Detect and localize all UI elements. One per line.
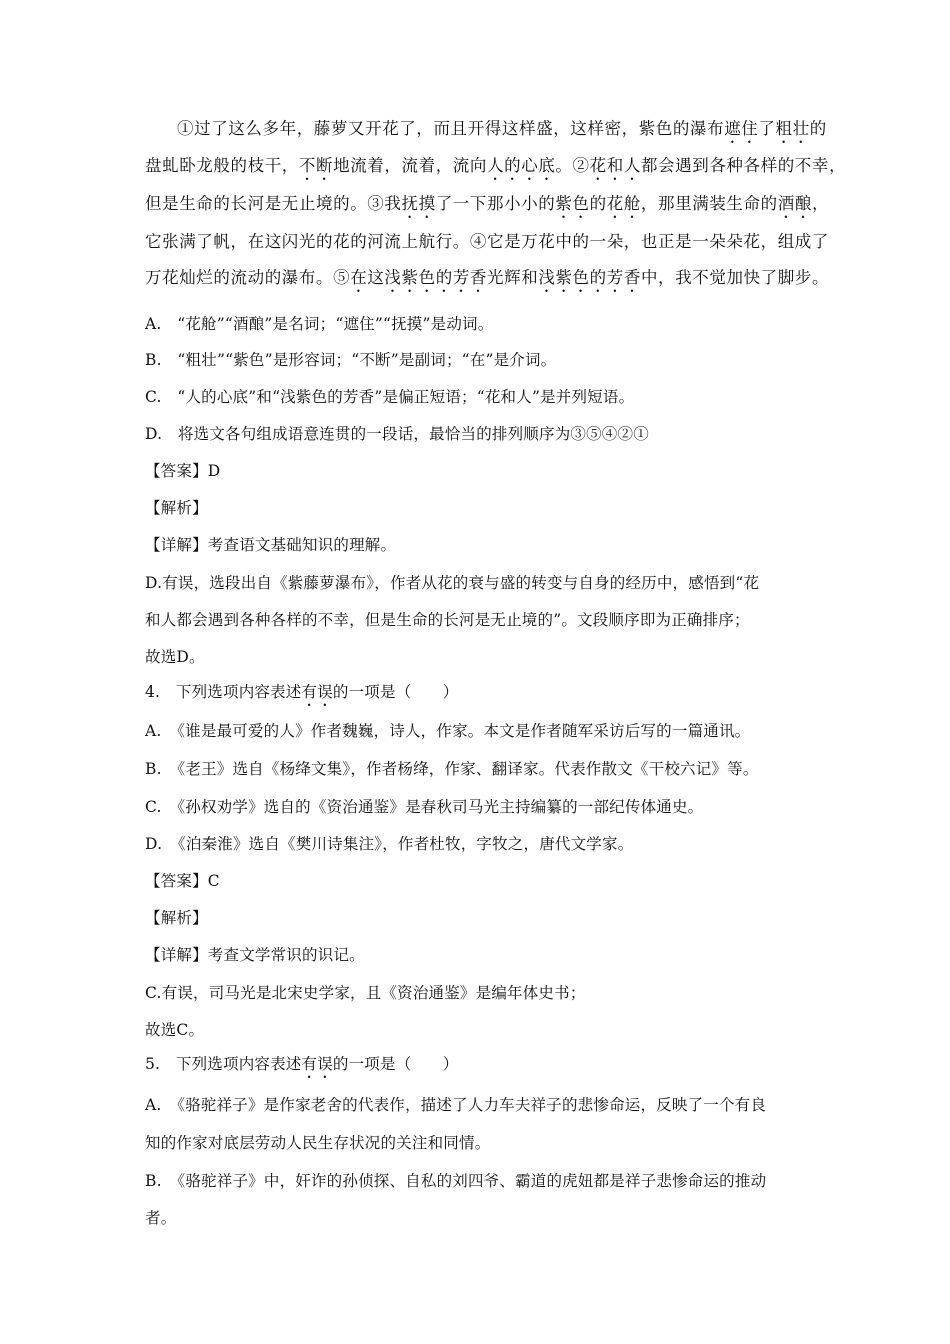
emphasis-dot-text: 粗壮 (775, 119, 810, 138)
text-segment: 5. 下列选项内容表述 (145, 1055, 302, 1073)
passage-line (177, 119, 842, 147)
emphasis-dot-text: 花舱 (606, 194, 641, 213)
text-segment: 中，我不觉加快了脚步。 (640, 268, 830, 287)
text-segment: 的一项是（ ） (332, 683, 459, 701)
q4-option-c: C. 《孙权劝学》选自的《资治通鉴》是春秋司马光主持编纂的一部纪传体通史。 (145, 798, 704, 816)
text-segment: 盘虬卧龙般的枝干， (145, 156, 299, 175)
q4-option-d: D. 《泊秦淮》选自《樊川诗集注》，作者杜牧，字牧之，唐代文学家。 (145, 835, 634, 853)
q5-stem (145, 1054, 810, 1082)
q4-analysis-heading: 【解析】 (145, 909, 208, 927)
emphasis-dot-text: 浅紫色的芳香 (384, 268, 488, 287)
emphasis-dot-text: 有误 (301, 1055, 333, 1073)
text-segment: 了一下那小小的 (435, 194, 556, 213)
emphasis-dot-text: 有误 (301, 683, 333, 701)
text-segment: 万花灿烂的流动的瀑布。⑤ (145, 268, 351, 287)
emphasis-dot-text: 浅紫色的芳香 (538, 268, 641, 287)
q3-option-d: D. 将选文各句组成语意连贯的一段话，最恰当的排列顺序为③⑤④②① (145, 425, 649, 443)
q4-explanation-line: 故选C。 (145, 1021, 205, 1039)
emphasis-dot-text: 不断 (298, 156, 334, 175)
emphasis-dot-text: 酒酿 (777, 194, 812, 213)
q3-explanation-line: 故选D。 (145, 648, 205, 666)
passage-line (145, 232, 829, 252)
text-segment: 。② (555, 156, 590, 175)
q4-option-b: B. 《老王》选自《杨绛文集》，作者杨绛，作家、翻译家。代表作散文《干校六记》等。 (145, 760, 759, 778)
text-segment: 地流着，流着，流向 (333, 156, 488, 175)
q3-option-b: B. “粗壮”“紫色”是形容词；“不断”是副词；“在”是介词。 (145, 351, 557, 369)
text-segment: ， (811, 194, 830, 213)
passage-line (145, 194, 830, 222)
emphasis-dot-text: 人的心底 (487, 156, 556, 175)
emphasis-dot-text: 在 (350, 268, 368, 287)
q4-explanation-line: C.有误，司马光是北宋史学家，且《资治通鉴》是编年体史书； (145, 984, 586, 1002)
q5-option-b: B. 《骆驼祥子》中，奸诈的孙侦探、自私的刘四爷、霸道的虎妞都是祥子悲惨命运的推动 (145, 1172, 767, 1190)
passage-line (145, 268, 830, 296)
q5-option-b-continued: 者。 (145, 1209, 177, 1227)
q3-answer: 【答案】D (145, 462, 221, 480)
text-segment: 了 (758, 119, 776, 138)
text-segment: 的 (809, 119, 827, 138)
q3-detail-heading: 【详解】考查语文基础知识的理解。 (145, 536, 397, 554)
emphasis-dot-text: 抚摸 (401, 194, 436, 213)
text-segment: 光辉和 (487, 268, 539, 287)
text-segment: 4. 下列选项内容表述 (145, 683, 302, 701)
q5-option-a: A. 《骆驼祥子》是作家老舍的代表作，描述了人力车夫祥子的悲惨命运，反映了一个有良 (145, 1096, 767, 1114)
text-segment: 的一项是（ ） (332, 1055, 459, 1073)
q4-stem (145, 682, 810, 710)
text-segment: 它张满了帆，在这闪光的花的河流上航行。④它是万花中的一朵，也正是一朵朵花，组成了 (145, 232, 829, 251)
q4-option-a: A. 《谁是最可爱的人》作者魏巍，诗人，作家。本文是作者随军采访后写的一篇通讯。 (145, 722, 751, 740)
text-segment: 都会遇到各种各样的不幸， (640, 156, 847, 175)
text-segment: ①过了这么多年，藤萝又开花了，而且开得这样盛，这样密，紫色的瀑布 (177, 119, 725, 138)
q4-detail-heading: 【详解】考查文学常识的识记。 (145, 946, 365, 964)
q3-analysis-heading: 【解析】 (145, 499, 208, 517)
q3-explanation-line: 和人都会遇到各种各样的不幸，但是生命的长河是无止境的”。文段顺序即为正确排序； (145, 611, 750, 629)
q3-option-a: A. “花舱”“酒酿”是名词；“遮住”“抚摸”是动词。 (145, 315, 494, 333)
text-segment: ，那里满装生命的 (640, 194, 778, 213)
text-segment: 这 (367, 268, 385, 287)
q3-option-c: C. “人的心底”和“浅紫色的芳香”是偏正短语；“花和人”是并列短语。 (145, 388, 635, 406)
emphasis-dot-text: 花和人 (589, 156, 641, 175)
text-segment: 但是生命的长河是无止境的。③我 (145, 194, 402, 213)
passage-line (145, 156, 847, 184)
emphasis-dot-text: 紫色 (555, 194, 590, 213)
q3-explanation-line: D.有误，选段出自《紫藤萝瀑布》，作者从花的衰与盛的转变与自身的经历中，感悟到“花 (145, 574, 760, 592)
text-segment: 的 (589, 194, 607, 213)
q5-option-a-continued: 知的作家对底层劳动人民生存状况的关注和同情。 (145, 1134, 491, 1152)
emphasis-dot-text: 遮住 (724, 119, 759, 138)
q4-answer: 【答案】C (145, 872, 220, 890)
